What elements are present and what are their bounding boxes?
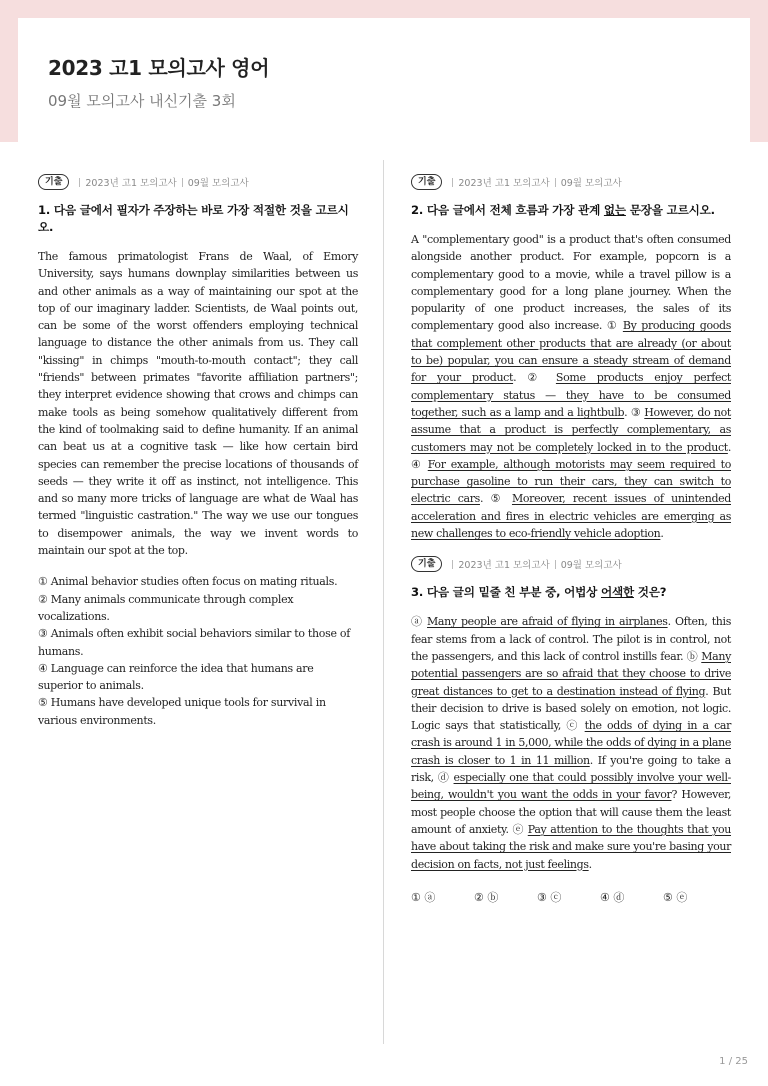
meta-year: 2023년 고1 모의고사 [458,560,550,572]
passage-intro: A "complementary good" is a product that's often consumed alongside another product. For example, popcorn is a complementary good to a movie, while a travel pillow is a complementary good for a long plane journey. When the popularity of one product increases, the sales of its complementary good also increase. [411,233,731,333]
question-title: 1. 다음 글에서 필자가 주장하는 바로 가장 적절한 것을 고르시오. [38,203,349,234]
right-column [411,174,731,905]
passage-text: . If you're going to take a risk, [411,753,731,785]
marker-c: ⓒ [566,719,580,733]
question-meta [38,174,358,190]
question-passage [411,613,731,872]
sentence-4: For example, although motorists may seem required to purchase gasoline to run their cars, they can switch to electric cars [411,457,731,506]
title-emphasis: 없는 [603,203,626,217]
underlined-b: Many potential passengers are so afraid that they choose to drive great distances to get to a destination instead of flying [411,649,731,698]
title-text: 2. 다음 글에서 전체 흐름과 가장 관계 [411,203,604,217]
underlined-a: Many people are afraid of flying in airplanes [427,615,668,629]
marker-b: ⓑ [686,649,698,663]
question-meta [411,174,731,190]
marker-5: ⑤ [490,492,505,506]
option-1[interactable]: ① Animal behavior studies often focus on mating rituals. [38,575,338,589]
question-meta [411,556,731,572]
sentence-3: However, do not assume that a product is perfectly complementary, as customers may not be completely locked in to the product [411,405,732,454]
meta-separator [555,178,556,187]
question-title [411,202,731,219]
question-1 [38,174,358,729]
answer-options [411,889,731,905]
passage-text: ? However, most people choose the option that will cause them the least amount of anxiety. [411,788,731,836]
sentence-5: Moreover, recent issues of unintended acceleration and fires in electric vehicles are emerging as new challenges to eco-friendly vehicle adoption [411,492,731,541]
meta-month: 09월 모의고사 [560,560,622,572]
meta-separator [79,178,80,187]
sentence-1: By producing goods that complement other products that are already (or about to be) popular, you can ensure a steady stream of demand for your product [411,319,732,385]
question-2 [411,174,731,542]
underlined-d: especially one that could possibly involve your well-being, wouldn't you want the odds in your favor [411,771,731,802]
meta-separator [452,178,453,187]
marker-a: ⓐ [411,615,423,629]
option-3[interactable]: ③ ⓒ [537,890,562,904]
question-3 [411,556,731,904]
meta-year: 2023년 고1 모의고사 [85,178,177,189]
meta-month: 09월 모의고사 [560,178,622,189]
answer-options [38,573,358,729]
document-title: 2023 고1 모의고사 영어 [48,56,270,80]
underlined-c: the odds of dying in a car crash is around 1 in 5,000, while the odds of dying in a plane crash is closer to 1 in 11 million [411,719,731,767]
marker-4: ④ [411,457,423,471]
marker-e: ⓔ [512,822,524,836]
title-emphasis: 어색한 [600,585,634,600]
page-number: 1 / 25 [719,1056,748,1067]
passage-text: . [588,857,592,871]
question-passage: A "complementary good" is a product that's often consumed alongside another product. For example, popcorn is a complementary good to a movie, while a travel pillow is a complementary good for a long plane journey. When the popularity of one product increases, the sales of its complementary good also increase. ① By producing goods that complement other products that are already (or about to be) popular, you can ensure a steady stream of demand for your product. ② Some products enjoy perfect complementary status — they have to be consumed together, such as a lamp and a lightbulb. ③ However, do not assume that a product is perfectly complementary, as customers may not be completely locked in to the product. ④ For example, although motorists may seem required to purchase gasoline to run their cars, they can switch to electric cars. ⑤ Moreover, recent issues of unintended acceleration and fires in electric vehicles are emerging as new challenges to eco-friendly vehicle adoption. [411,233,732,541]
title-text: 3. 다음 글의 밑줄 친 부분 중, 어법상 [411,585,601,600]
option-5[interactable]: ⑤ Humans have developed unique tools for survival in various environments. [38,696,326,727]
option-2[interactable]: ② ⓑ [474,890,499,904]
option-5[interactable]: ⑤ ⓔ [663,890,688,904]
sentence-2: Some products enjoy perfect complementary status — they have to be consumed together, such as a lamp and a lightbulb [411,371,731,419]
meta-separator [452,560,453,569]
exam-badge: 기출 [411,556,442,572]
document-subtitle: 09월 모의고사 내신기출 3회 [48,92,236,110]
column-divider [383,160,384,1044]
meta-month: 09월 모의고사 [187,178,249,189]
underlined-e: Pay attention to the thoughts that you have about taking the risk and make sure you're basing your decision on facts, not just feelings [411,822,732,871]
exam-badge: 기출 [411,174,442,190]
title-text: 것은? [633,585,667,600]
marker-1: ① [606,319,619,333]
question-passage: The famous primatologist Frans de Waal, of Emory University, says humans downplay similarities between us and other animals as a way of maintaining our spot at the top of our imaginary ladder. Scientists, de Waal points out, can be some of the worst offenders employing technical language to distance the other animals from us. They call "kissing" in chimps "mouth-to-mouth contact"; they call "friends" between primates "favorite affiliation partners"; they interpret evidence showing that crows and chimps can make tools as being somehow qualitatively different from the kind of toolmaking said to define humanity. If an animal can beat us at a cognitive task — like how certain bird species can remember the precise locations of thousands of seeds — they write it off as instinct, not intelligence. This and so many more tricks of language are what de Waal has termed "linguistic castration." The way we use our tongues to disempower animals, the way we invent words to maintain our spot at the top. [38,250,358,558]
option-2[interactable]: ② Many animals communicate through complex vocalizations. [38,592,294,623]
marker-3: ③ [630,405,641,419]
option-4[interactable]: ④ Language can reinforce the idea that humans are superior to animals. [38,661,314,693]
option-1[interactable]: ① ⓐ [411,890,436,904]
meta-year: 2023년 고1 모의고사 [458,178,550,189]
option-3[interactable]: ③ Animals often exhibit social behaviors similar to those of humans. [38,627,350,658]
marker-d: ⓓ [437,771,450,785]
passage-text: . But their decision to drive is based solely on emotion, not logic. Logic says that statistically, [411,684,731,733]
passage-text: . Often, this fear stems from a lack of control. The pilot is in control, not the passengers, and this lack of control instills fear. [411,615,732,663]
meta-separator [555,560,556,569]
meta-separator [182,178,183,187]
marker-2: ② [527,371,545,385]
header-card [18,18,750,142]
option-4[interactable]: ④ ⓓ [600,890,625,904]
exam-badge: 기출 [38,174,69,190]
title-text: 문장을 고르시오. [625,203,715,217]
question-title [411,584,731,601]
